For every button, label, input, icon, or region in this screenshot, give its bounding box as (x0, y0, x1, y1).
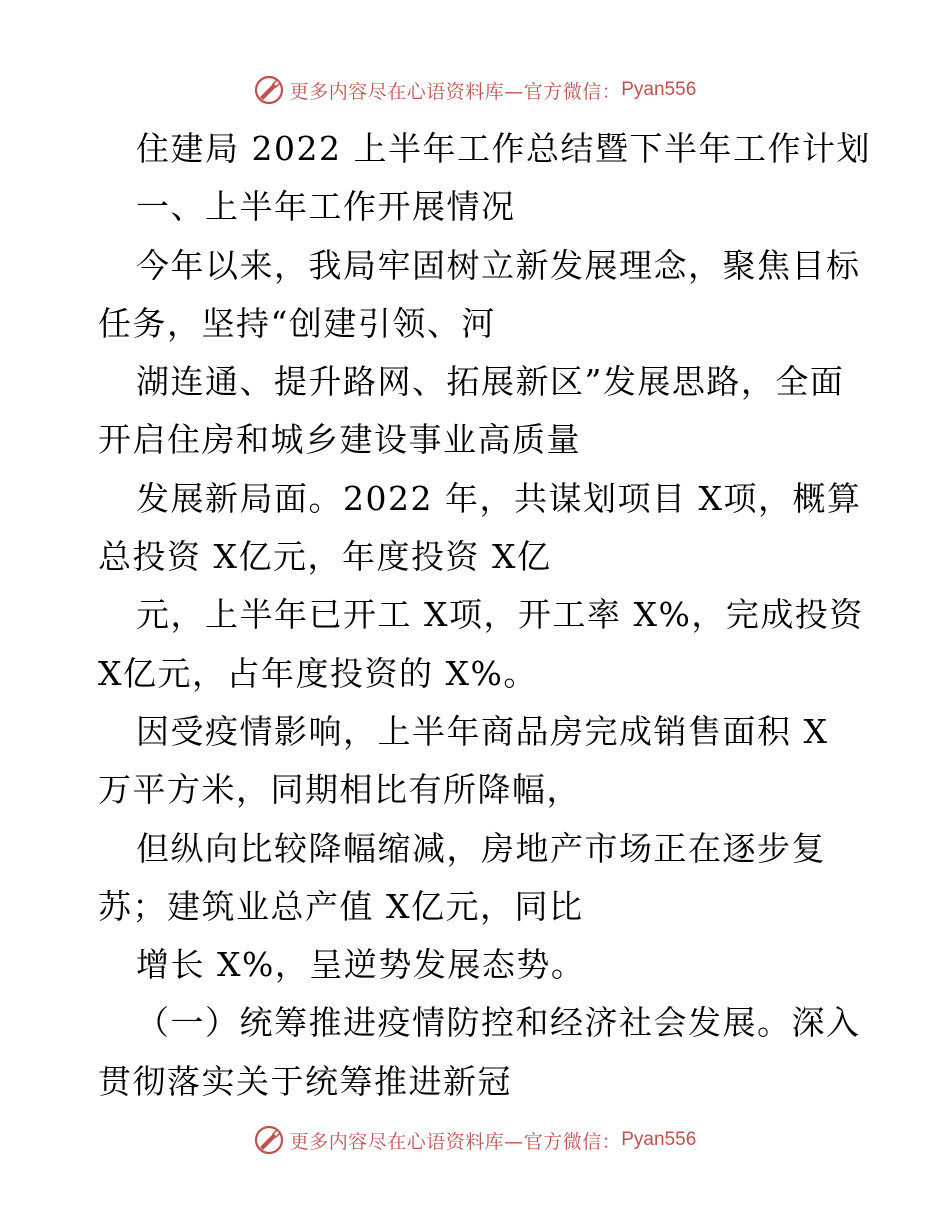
paragraph-line: 总投资 X亿元，年度投资 X亿 (98, 537, 552, 577)
watermark-handle: Pyan556 (621, 1129, 697, 1150)
paragraph-line: 但纵向比较降幅缩减，房地产市场正在逐步复 (136, 828, 826, 868)
paragraph-line: 增长 X%，呈逆势发展态势。 (136, 945, 586, 985)
watermark-banner-top (0, 70, 950, 110)
section-heading: 一、上半年工作开展情况 (136, 187, 516, 227)
watermark-handle: Pyan556 (621, 79, 697, 100)
paragraph-line: 因受疫情影响，上半年商品房完成销售面积 X (136, 711, 829, 751)
paragraph-line: 湖连通、提升路网、拓展新区”发展思路，全面 (136, 362, 845, 402)
paragraph-line: 元，上半年已开工 X项，开工率 X%，完成投资 (136, 595, 864, 635)
paragraph-line: X亿元，占年度投资的 X%。 (98, 653, 538, 693)
paragraph-line: 今年以来，我局牢固树立新发展理念，聚焦目标 (136, 245, 861, 285)
watermark-text: 更多内容尽在心语资料库—官方微信： (289, 80, 622, 103)
document-body (98, 120, 871, 1111)
subsection-heading-line: （一）统筹推进疫情防控和经济社会发展。深入 (136, 1003, 861, 1043)
paragraph-line: 苏；建筑业总产值 X亿元，同比 (98, 886, 584, 926)
paragraph-line: 万平方米，同期相比有所降幅， (98, 770, 581, 810)
watermark-text: 更多内容尽在心语资料库—官方微信： (289, 1130, 622, 1153)
pen-logo-icon (254, 75, 284, 105)
document-title: 住建局 2022 上半年工作总结暨下半年工作计划 (136, 129, 871, 168)
pen-logo-icon (254, 1125, 284, 1155)
paragraph-line: 开启住房和城乡建设事业高质量 (98, 420, 581, 460)
paragraph-line: 任务，坚持“创建引领、河 (98, 303, 496, 343)
paragraph-line: 发展新局面。2022 年，共谋划项目 X项，概算 (136, 478, 862, 518)
paragraph-line: 贯彻落实关于统筹推进新冠 (98, 1061, 512, 1101)
watermark-banner-bottom (0, 1120, 950, 1160)
